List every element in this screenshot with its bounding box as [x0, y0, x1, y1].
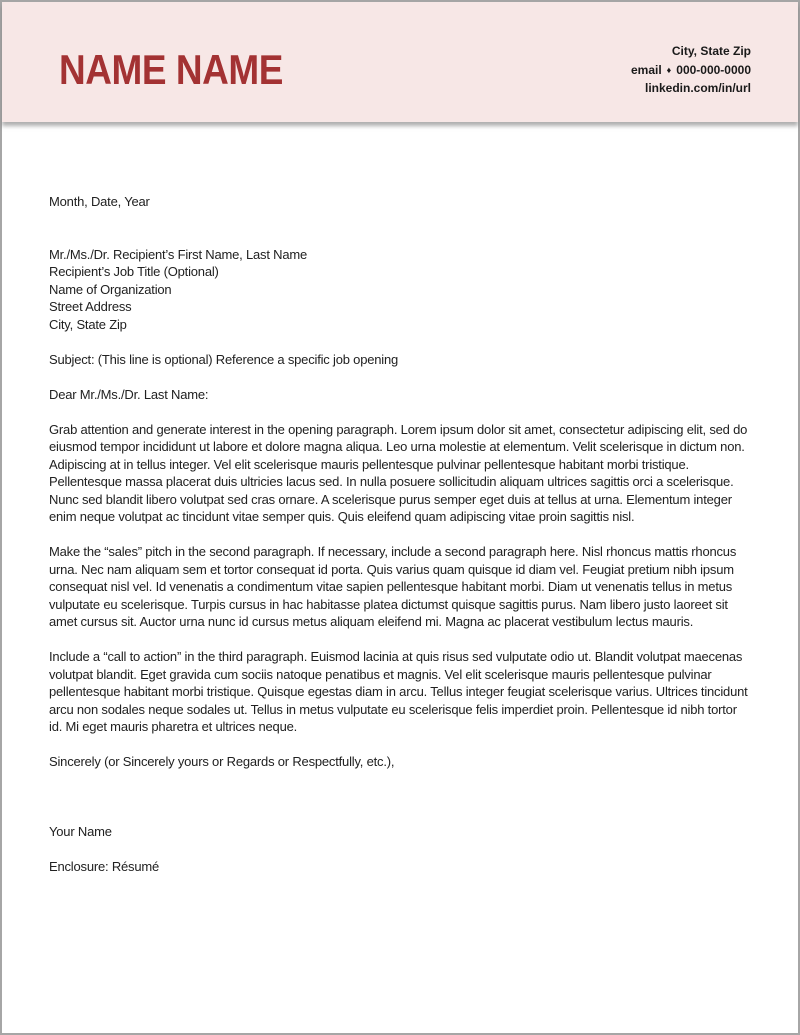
recipient-name: Mr./Ms./Dr. Recipient’s First Name, Last Name [49, 246, 308, 262]
contact-location: City, State Zip [671, 44, 751, 59]
letter-header [2, 2, 798, 122]
diamond-separator-icon: ♦ [666, 64, 672, 75]
contact-email: email [630, 62, 662, 77]
recipient-block [49, 246, 751, 334]
letter-body [2, 122, 798, 876]
call-to-action-paragraph: Include a “call to action” in the third paragraph. Euismod lacinia at quis risus sed vulputate odio ut. Blandit volutpat maecenas volutpat blandit. Eget gravida cum sociis natoque penatibus et magnis. Vel elit scelerisque mauris pellentesque pulvinar pellentesque habitant morbi tristique. Quisque egestas diam in arcu. Tellus integer feugiat scelerisque varius. Ultrices tincidunt arcu non sodales neque sodales ut. Tellus in metus vulputate eu scelerisque felis imperdiet proin. Pellentesque id nibh tortor id. Mi eget mauris pharetra et ultrices neque. [49, 649, 748, 734]
subject-line: Subject: (This line is optional) Reference a specific job opening [49, 351, 399, 367]
contact-block [631, 42, 751, 98]
recipient-job-title: Recipient’s Job Title (Optional) [49, 264, 219, 279]
enclosure-line: Enclosure: Résumé [49, 859, 160, 874]
closing-line: Sincerely (or Sincerely yours or Regards or Respectfully, etc.), [49, 754, 395, 769]
salutation-line: Dear Mr./Ms./Dr. Last Name: [49, 386, 209, 402]
sales-pitch-paragraph: Make the “sales” pitch in the second paragraph. If necessary, include a second paragraph here. Nisl rhoncus mattis rhoncus urna. Nec nam aliquam sem et tortor consequat id porta. Quis varius quam quisque id diam vel. Feugiat pretium nibh ipsum consequat nisl vel. Id venenatis a condimentum vitae sapien pellentesque habitant morbi. Diam ut venenatis tellus in metus vulputate eu scelerisque. Turpis cursus in hac habitasse platea dictumst quisque sagittis purus. Nam libero justo laoreet sit amet cursus sit. Auctor urna nunc id cursus metus aliquam eleifend mi. Magna ac placerat vestibulum lectus mauris. [49, 544, 737, 629]
recipient-organization: Name of Organization [49, 281, 172, 297]
contact-linkedin: linkedin.com/in/url [644, 81, 751, 96]
applicant-name: NAME NAME [59, 46, 283, 93]
contact-email-phone [631, 61, 751, 80]
signature-name: Your Name [49, 824, 112, 839]
recipient-street: Street Address [49, 299, 132, 314]
opening-paragraph: Grab attention and generate interest in the opening paragraph. Lorem ipsum dolor sit amet, consectetur adipiscing elit, sed do eiusmod tempor incididunt ut labore et dolore magna aliqua. Leo urna molestie at elementum. Velit scelerisque in dictum non. Adipiscing at in tellus integer. Vel elit scelerisque mauris pellentesque pulvinar pellentesque habitant morbi tristique. Pellentesque massa placerat duis ultricies lacus sed. In nulla posuere sollicitudin aliquam ultrices sagittis orci a scelerisque. Nunc sed blandit libero volutpat sed cras ornare. A scelerisque purus semper eget duis at tellus at urna. Elementum integer enim neque volutpat ac tincidunt vitae semper quis. Quis eleifend quam adipiscing vitae proin sagittis nisl. [49, 421, 748, 524]
date-line: Month, Date, Year [49, 194, 150, 209]
contact-phone: 000-000-0000 [676, 62, 751, 77]
recipient-city-state-zip: City, State Zip [49, 316, 127, 332]
